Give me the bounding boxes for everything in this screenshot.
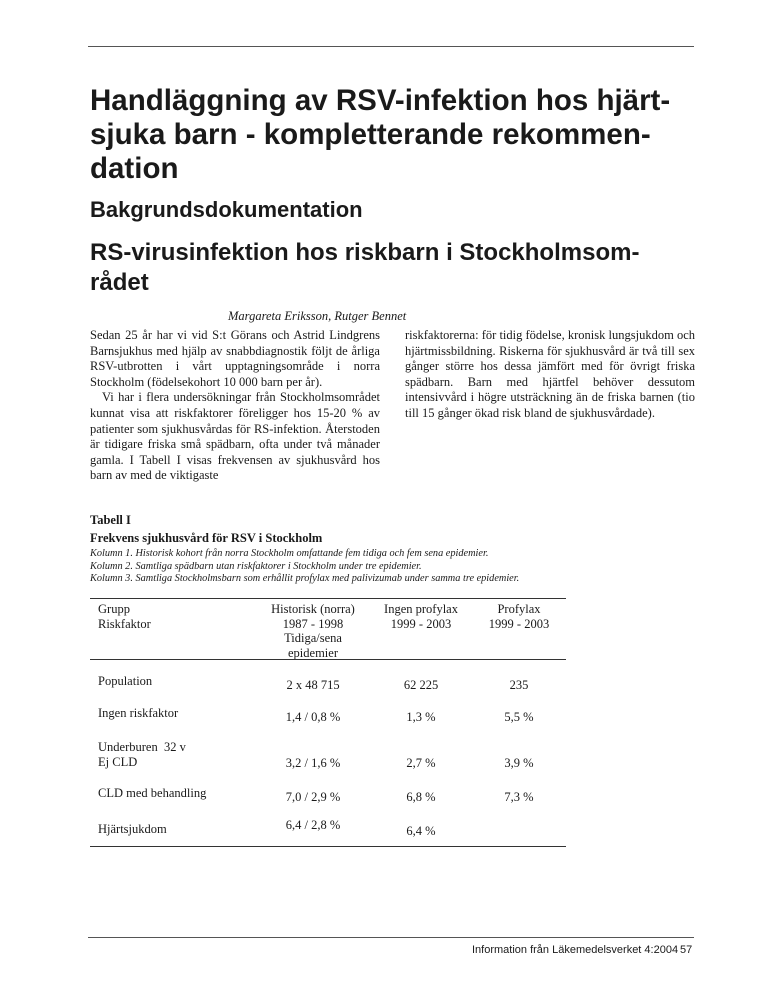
table-note: Kolumn 1. Historisk kohort från norra Stockholm omfattande fem tidiga och fem sena epidemier.: [90, 548, 489, 559]
cell-col3: 5,5 %: [504, 710, 534, 724]
section-heading-line: RS-virusinfektion hos riskbarn i Stockholmsom-: [90, 239, 640, 266]
cell-col2: 2,7 %: [406, 756, 436, 770]
header-line: Riskfaktor: [98, 616, 151, 631]
header-group: [98, 602, 151, 631]
row-label: Ingen riskfaktor: [98, 706, 179, 720]
cell-col1: 7,0 / 2,9 %: [285, 790, 341, 804]
body-paragraph: Sedan 25 år har vi vid S:t Görans och Astrid Lindgrens Barnsjukhus med hjälp av snabbdiagnostik följt de årliga RSV-utbrotten i vårt upptagningsområde i norra Stockholm (födelsekohort 10 000 barn per år).: [90, 328, 380, 389]
table-bottom-rule: [90, 846, 566, 847]
header-line: Tidiga/sena: [284, 631, 342, 645]
table-title: Frekvens sjukhusvård för RSV i Stockholm: [90, 531, 323, 545]
header-line: Ingen profylax: [384, 602, 458, 616]
row-label-line: Ej CLD: [98, 754, 138, 769]
footer-publication: Information från Läkemedelsverket 4:2004: [472, 944, 679, 956]
cell-col1: 2 x 48 715: [286, 678, 340, 692]
cell-col1: 3,2 / 1,6 %: [285, 756, 341, 770]
section-heading-line: rådet: [90, 269, 149, 296]
section-heading: [90, 238, 696, 298]
header-col1: [248, 602, 378, 660]
table-header-rule: [90, 659, 566, 660]
row-label-line: Underburen 32 v: [98, 740, 186, 754]
document-title: [90, 84, 700, 186]
title-line: Handläggning av RSV-infektion hos hjärt-: [90, 84, 671, 117]
title-line: dation: [90, 152, 179, 185]
authors: Margareta Eriksson, Rutger Bennet: [228, 309, 407, 323]
cell-col3: 3,9 %: [504, 756, 534, 770]
body-column-left: [90, 328, 380, 484]
table-note: Kolumn 2. Samtliga spädbarn utan riskfaktorer i Stockholm under tre epidemier.: [90, 560, 422, 572]
header-rule: [88, 46, 694, 47]
cell-col1: 1,4 / 0,8 %: [285, 710, 341, 724]
header-line: 1999 - 2003: [390, 616, 452, 631]
header-col2: [368, 602, 474, 631]
cell-col1: 6,4 / 2,8 %: [285, 818, 341, 832]
page-number: 57: [680, 944, 693, 956]
cell-col2: 62 225: [403, 678, 439, 692]
row-label: Population: [98, 674, 153, 688]
header-line: 1999 - 2003: [488, 616, 550, 631]
footer-rule: [88, 937, 694, 938]
row-label: [98, 740, 186, 769]
title-line: sjuka barn - kompletterande rekommen-: [90, 118, 651, 151]
body-column-right: [405, 328, 695, 422]
document-subtitle: Bakgrundsdokumentation: [90, 197, 363, 222]
table-notes: [90, 548, 519, 586]
body-paragraph: riskfaktorerna: för tidig födelse, kronisk lungsjukdom och hjärtmissbildning. Riskerna för sjukhusvård är två till sex gånger större hos dessa jämfört med för övrigt friska spädbarn. Barn med hjärtfel behöver dessutom intensivvård i högre utsträckning än de friska barnen (tio till 15 gånger ökad risk bland de sjukhusvårdade).: [405, 328, 695, 420]
header-line: Historisk (norra): [271, 602, 355, 616]
cell-col2: 6,4 %: [406, 824, 436, 838]
cell-col3: 7,3 %: [504, 790, 534, 804]
table-label: Tabell I: [90, 513, 131, 527]
row-label: CLD med behandling: [98, 786, 207, 800]
header-line: Profylax: [497, 602, 541, 616]
table-top-rule: [90, 598, 566, 599]
table-note: Kolumn 3. Samtliga Stockholmsbarn som erhållit profylax med palivizumab under samma tre epidemier.: [90, 573, 520, 584]
header-line: 1987 - 1998: [282, 616, 344, 631]
cell-col3: 235: [509, 678, 529, 692]
header-line: Grupp: [98, 602, 130, 616]
header-line: epidemier: [288, 645, 338, 660]
header-col3: [474, 602, 564, 631]
cell-col2: 6,8 %: [406, 790, 436, 804]
cell-col2: 1,3 %: [406, 710, 436, 724]
body-paragraph: Vi har i flera undersökningar från Stockholmsområdet kunnat visa att riskfaktorer föreligger hos 15-20 % av patienter som sjukhusvårdas för RS-infektion. Återstoden är tidigare friska små spädbarn, ofta under två månader gamla. I Tabell I visas frekvensen av sjukhusvård hos barn av med de viktigaste: [90, 390, 380, 483]
row-label: Hjärtsjukdom: [98, 822, 167, 836]
